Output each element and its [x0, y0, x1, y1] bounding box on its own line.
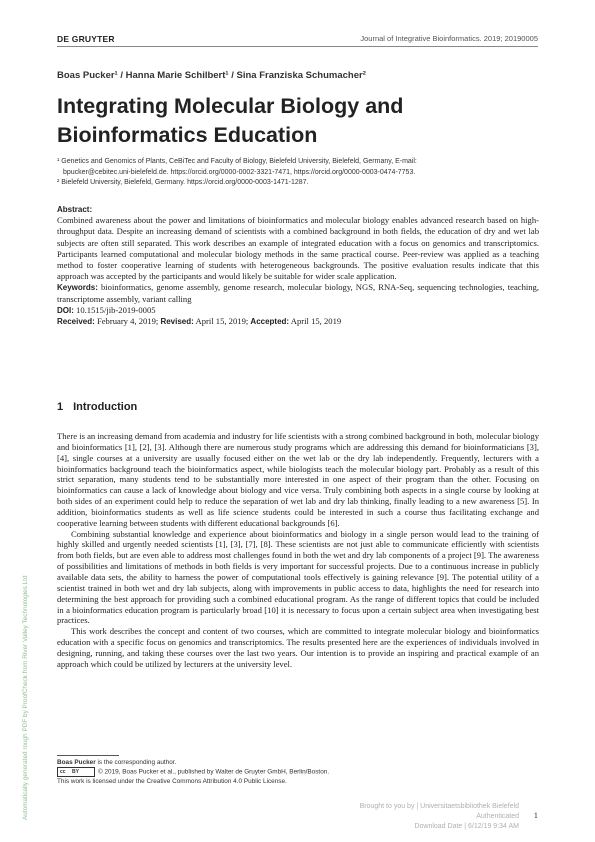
proofcheck-side-note: Automatically generated rough PDF by ProofCheck from River Valley Technologies Ltd [22, 575, 29, 820]
journal-citation: Journal of Integrative Bioinformatics. 2019; 20190005 [360, 34, 538, 43]
corresponding-author-text: is the corresponding author. [95, 759, 177, 766]
keywords-text: bioinformatics, genome assembly, genome research, molecular biology, NGS, RNA-Seq, sequencing technologies, teaching, transcriptome assembly, variant calling [57, 282, 539, 304]
body-text [57, 431, 539, 670]
publisher-name: DE GRUYTER [57, 34, 115, 44]
section-number: 1 [57, 401, 64, 413]
cc-badge-by: BY [72, 768, 79, 775]
doi-label: DOI: [57, 305, 74, 315]
keywords-line [57, 282, 539, 304]
paper-title: Integrating Molecular Biology and Bioinformatics Education [57, 94, 404, 147]
author-list: Boas Pucker¹ / Hanna Marie Schilbert¹ / Sina Franziska Schumacher² [57, 70, 366, 81]
cc-by-license-icon [57, 767, 95, 777]
download-note [360, 802, 519, 832]
cc-badge-cc: cc [60, 768, 66, 775]
doi-link[interactable]: 10.1515/jib-2019-0005 [76, 304, 156, 315]
header-divider [57, 46, 538, 47]
accepted-date: April 15, 2019 [290, 316, 342, 327]
affiliation-1: ¹ Genetics and Genomics of Plants, CeBiTec and Faculty of Biology, Bielefeld University, Bielefeld, Germany, E-mail: [57, 158, 417, 165]
paragraph: Combining substantial knowledge and experience about bioinformatics and biology in a single person would lead to the training of highly skilled and urgently needed scientists [1], [3], [7], [8]. These scientists are not just able to communicate efficiently with scientists from both fields, but are even able to address most challenges found in both the wet and dry lab components of a project [9]. The awareness of possibilities and limitations of methods in both fields is very important for successful projects. Due to a continuous increase in publicly available data sets, the ability to harness the power of computational tools effectively is gaining relevance [9]. The potential utility of a scientist trained in both wet and dry lab subjects, along with improvements in public access to data, highlights the need for research into determining the best approach for providing such a combined educational program. As the range of different topics that could be included in a bioinformatics education program is particularly broad [10] it is necessary to focus upon a certain subject area when investigating best practices. [57, 528, 539, 626]
affiliation-1-contact: bpucker@cebitec.uni-bielefeld.de. https://orcid.org/0000-0002-3321-7471, https://orcid.org/0000-0003-0474-7753. [63, 168, 416, 176]
download-note-line: Brought to you by | Universitaetsbibliothek Bielefeld [359, 803, 519, 810]
section-heading [57, 401, 137, 413]
section-title-text: Introduction [73, 401, 138, 413]
received-date: February 4, 2019; [96, 316, 159, 327]
page-number: 1 [533, 810, 538, 820]
abstract-block [57, 204, 539, 327]
paragraph: There is an increasing demand from academia and industry for life scientists with a strong combined background in both, molecular biology and bioinformatics [1], [2], [3]. Although there are numerous study programs which are addressing this demand for bioinformaticians [3], [4], single courses at a university are usually focused either on the wet lab or the dry lab independently. Frequently, lecturers with a bioinformatics background teach the bioinformatics aspect, while biologists teach the molecular biology part. Probably as a result of this strict separation, many students tend to be substantially more interested in one aspect of their program than the other. Focusing on bioinformatics can cause a lack of knowledge about biology and vice versa. Truly combining both aspects in a single course by looking at both sides of an experiment could help to reduce the separation of wet lab and dry lab thinking, finally leading to a new awareness [5]. In addition, bioinformatics students as well as life science students could be interested in such a course thus facilitating exchange and cooperative learning between students with different educational backgrounds [6]. [57, 431, 539, 528]
footnotes [57, 758, 397, 786]
abstract-label: Abstract: [57, 205, 93, 214]
download-note-line: Authenticated [476, 813, 519, 820]
corresponding-author-note [57, 758, 397, 767]
corresponding-author-name: Boas Pucker [57, 759, 96, 766]
accepted-label: Accepted: [250, 317, 290, 327]
affiliation-2: ² Bielefeld University, Bielefeld, Germany. https://orcid.org/0000-0003-1471-1287. [57, 179, 309, 186]
received-label: Received: [57, 317, 95, 327]
revised-label: Revised: [160, 317, 194, 327]
dates-line [57, 316, 539, 327]
affiliations [57, 157, 527, 189]
abstract-text: Combined awareness about the power and limitations of bioinformatics and molecular biology enables advanced research based on high-throughput data. Despite an increasing demand of scientists with a combined background in both fields, the education of dry and wet lab subjects are often still separated. This work describes an example of integrated education with a focus on genomics and transcriptomics. Participants learned computational and molecular biology methods in the same practical course. Peer-review was applied as a teaching method to foster cooperative learning of students with heterogeneous backgrounds. The positive evaluation results indicate that this approach was accepted by the participants and would likely be suitable for wider scale application. [57, 215, 539, 282]
license-line: This work is licensed under the Creative Commons Attribution 4.0 Public License. [57, 778, 287, 786]
paragraph: This work describes the concept and content of two courses, which are committed to integrate molecular biology and bioinformatics education with a specific focus on genomics and transcriptomics. The results presented here are the experiences of individuals involved in designing, running, and taking these courses over the last two years. Our intention is to provide an inspiring and practical example of an approach which could be utilized by lecturers at the university level. [57, 626, 539, 669]
footnote-divider [57, 755, 119, 756]
revised-date: April 15, 2019; [195, 316, 249, 327]
copyright-line [57, 767, 397, 777]
copyright-text: © 2019, Boas Pucker et al., published by Walter de Gruyter GmbH, Berlin/Boston. [98, 768, 330, 776]
doi-line [57, 305, 539, 316]
download-note-line: Download Date | 6/12/19 9:34 AM [414, 823, 519, 830]
keywords-label: Keywords: [57, 283, 98, 293]
